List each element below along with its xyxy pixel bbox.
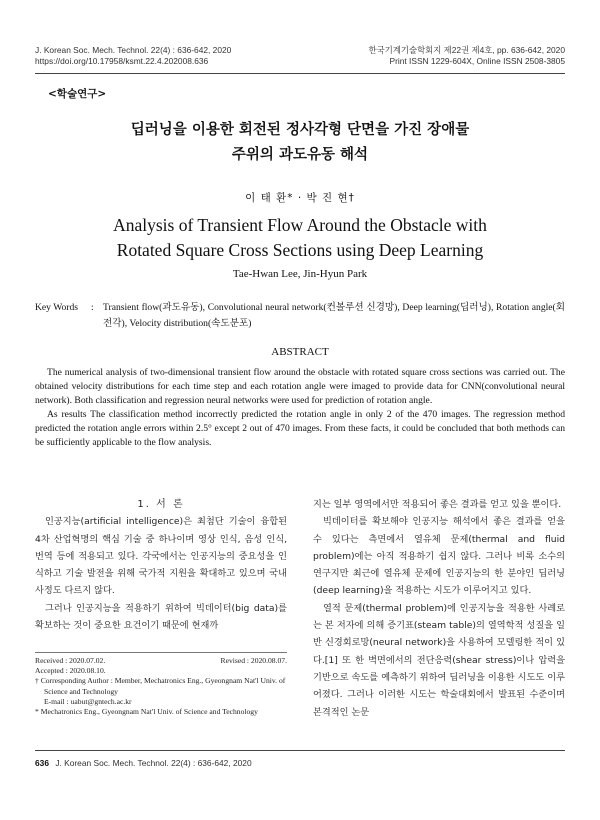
keywords-block bbox=[35, 300, 565, 331]
title-english-line2: Rotated Square Cross Sections using Deep Learning bbox=[116, 240, 484, 260]
article-category: <학술연구> bbox=[48, 88, 107, 100]
abstract-heading: ABSTRACT bbox=[271, 346, 329, 358]
header-rule bbox=[35, 73, 565, 74]
title-korean-line1: 딥러닝을 이용한 회전된 정사각형 단면을 가진 장애물 bbox=[130, 122, 470, 138]
body-paragraph: 그러나 인공지능을 적용하기 위하여 빅데이터(big data)를 확보하는 것이 중요한 요건이기 때문에 현재까 bbox=[35, 602, 287, 632]
accepted-date: Accepted : 2020.08.10. bbox=[35, 666, 106, 676]
body-paragraph: 지는 일부 영역에서만 적용되어 좋은 결과를 얻고 있을 뿐이다. bbox=[313, 499, 562, 510]
author-affiliation: * Mechatronics Eng., Gyeongnam Nat'l Univ. of Science and Technology bbox=[35, 707, 258, 717]
keywords-label: Key Words bbox=[35, 302, 79, 313]
running-header bbox=[35, 45, 565, 67]
footer-citation: J. Korean Soc. Mech. Technol. 22(4) : 636-642, 2020 bbox=[55, 758, 252, 768]
body-paragraph: 인공지능(artificial intelligence)은 최첨단 기술이 융합된 4차 산업혁명의 핵심 기술 중 하나이며 영상 인식, 음성 인식, 번역 등에 적용되고 있다. 각국에서는 인공지능의 중요성을 인식하고 기술 발전을 위해 국가적 지원을 확대하고 있으며 국내 사정도 다르지 않다. bbox=[35, 516, 287, 597]
title-korean-line2: 주위의 과도유동 해석 bbox=[231, 147, 369, 163]
body-paragraph: 열적 문제(thermal problem)에 인공지능을 적용한 사례로는 본 저자에 의해 증기표(steam table)의 열역학적 성질을 일반 신경회로망(neural network)을 사용하여 모델링한 적이 있다.[1] 또 한 벽면에서의 전단응력(shear stress)이나 압력을 기반으로 속도를 예측하기 위하여 딥러닝을 이용한 시도도 이루어졌다. 그러나 이러한 시도는 학술대회에서 발표된 수준이며 본격적인 논문 bbox=[313, 602, 565, 718]
keywords-colon: : bbox=[91, 302, 94, 313]
page-footer bbox=[35, 758, 252, 768]
header-citation: J. Korean Soc. Mech. Technol. 22(4) : 636-642, 2020 bbox=[35, 45, 232, 55]
body-paragraph: 빅데이터를 확보해야 인공지능 해석에서 좋은 결과를 얻을 수 있다는 측면에서 열유체 문제(thermal and fluid problem)에는 아직 적용하기 쉽지 않다. 그러나 비록 소수의 연구지만 최근에 열유체 문제에 인공지능의 한 분야인 딥러닝(deep learning)을 적용하는 시도가 이루어지고 있다. bbox=[313, 516, 565, 597]
authors-korean: 이 태 환* · 박 진 현† bbox=[245, 192, 355, 204]
right-column bbox=[313, 496, 565, 721]
abstract-paragraph: The numerical analysis of two-dimensional transient flow around the obstacle with rotated square cross sections was carried out. The obtained velocity distributions for each time step and each rotation angle were imaged to provide data for CNN(convolutional neural network). Both classification and regression neural networks were used for prediction of rotation angle. bbox=[35, 367, 565, 406]
page-number: 636 bbox=[35, 758, 49, 768]
keywords-text: Transient flow(과도유동), Convolutional neural network(컨볼루션 신경망), Deep learning(딥러닝), Rotation angle(회전각), Velocity distribution(속도분포) bbox=[103, 302, 565, 329]
authors-english: Tae-Hwan Lee, Jin-Hyun Park bbox=[232, 268, 368, 280]
section-heading: 1. 서 론 bbox=[137, 499, 185, 510]
abstract-paragraph: As results The classification method incorrectly predicted the rotation angle in only 2 of the 470 images. The regression method predicted the rotation angle errors within 2.5° except 2 out of 470 images. From these facts, it could be concluded that both methods can be sufficiently applicable to the flow analysis. bbox=[35, 409, 565, 448]
footnote-rule bbox=[35, 652, 287, 653]
received-date: Received : 2020.07.02. bbox=[35, 656, 106, 665]
author-email: E-mail : uabut@gntech.ac.kr bbox=[44, 696, 132, 706]
title-korean bbox=[0, 118, 600, 168]
revised-date: Revised : 2020.08.07. bbox=[220, 656, 287, 665]
corresponding-author: † Corresponding Author : Member, Mechatronics Eng., Gyeongnam Nat'l Univ. of Science and Technology bbox=[35, 676, 286, 696]
footer-rule bbox=[35, 750, 565, 751]
abstract-body bbox=[35, 366, 565, 450]
title-english bbox=[0, 213, 600, 263]
header-issn: Print ISSN 1229-604X, Online ISSN 2508-3805 bbox=[389, 56, 565, 66]
header-citation-ko: 한국기계기술학회지 제22권 제4호, pp. 636-642, 2020 bbox=[368, 45, 565, 55]
left-column bbox=[35, 496, 287, 634]
title-english-line1: Analysis of Transient Flow Around the Obstacle with bbox=[113, 215, 487, 235]
header-doi-link[interactable]: https://doi.org/10.17958/ksmt.22.4.202008.636 bbox=[35, 56, 209, 66]
footnotes bbox=[35, 656, 287, 717]
